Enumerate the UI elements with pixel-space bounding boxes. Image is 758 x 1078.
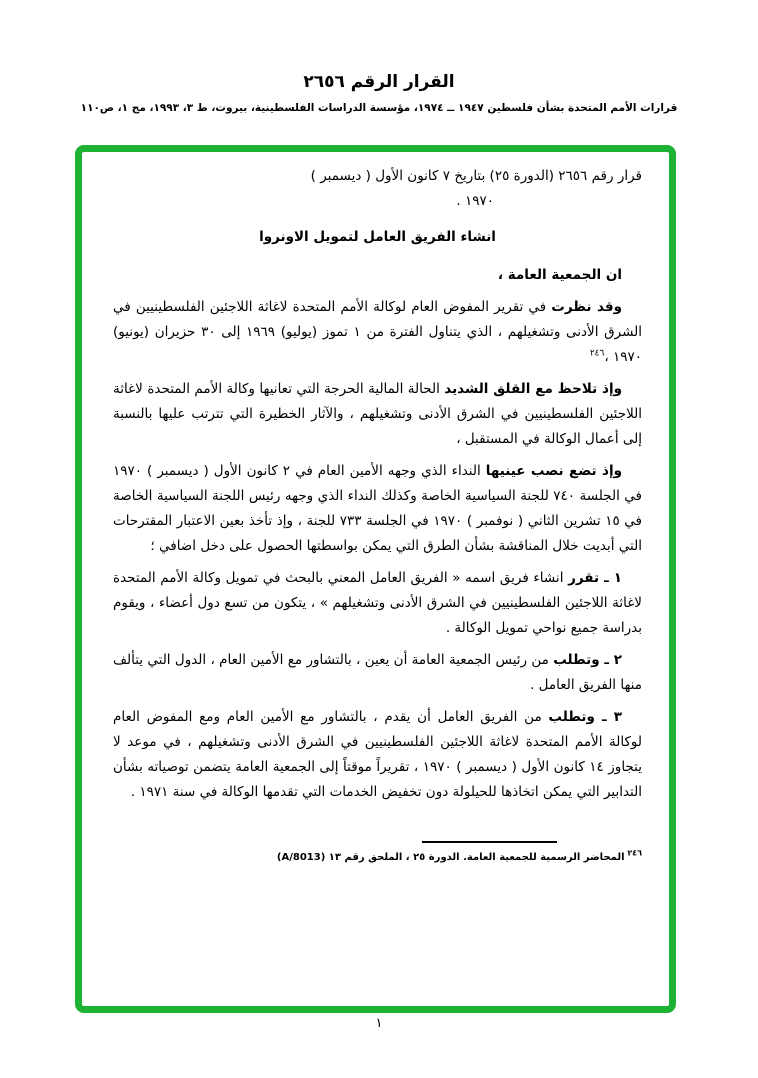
resolution-body <box>113 164 642 865</box>
footnote-reference-mark: ٢٤٦ <box>589 348 605 359</box>
paragraph-number: ٢ ـ <box>599 652 622 668</box>
footnote-block <box>113 841 642 865</box>
resolution-paragraph: وإذ تلاحظ مع القلق الشديد الحالة المالية الحرجة التي تعانيها وكالة الأمم المتحدة لاغاثة اللاجئين الفلسطينيين في الشرق الأدنى وتشغيلهم ، والآثار الخطيرة التي تترتب عليها بالنسبة إلى أعمال الوكالة في المستقبل ، <box>113 381 642 447</box>
paragraph-lead-phrase: تقرر <box>568 570 600 586</box>
paragraph-number: ٣ ـ <box>594 709 623 725</box>
resolution-paragraph: ٣ ـ وتطلب من الفريق العامل أن يقدم ، بالتشاور مع الأمين العام ومع المفوض العام لوكالة الأمم المتحدة لاغاثة اللاجئين الفلسطينيين في الشرق الأدنى وتشغيلهم ، في موعد لا يتجاوز ١٤ كانون الأول ( ديسمبر ) ١٩٧٠ ، تقريراً موقتاً إلى الجمعية العامة يتضمن توصياته بشأن التدابير التي يمكن اتخاذها للحيلولة دون تخفيض الخدمات التي تقدمها الوكالة في سنة ١٩٧١ . <box>113 709 642 800</box>
resolution-paragraph: ٢ ـ وتطلب من رئيس الجمعية العامة أن يعين ، بالتشاور مع الأمين العام ، الدول التي يتألف منها الفريق العامل . <box>113 652 642 693</box>
page-title: القرار الرقم ٢٦٥٦ <box>303 72 455 92</box>
paragraph-lead-phrase: وإذ تضع نصب عينيها <box>485 463 622 479</box>
resolution-paragraph: وقد نظرت في تقرير المفوض العام لوكالة الأمم المتحدة لاغاثة اللاجئين الفلسطينيين في الشرق الأدنى وتشغيلهم ، الذي يتناول الفترة من ١ تموز (يوليو) ١٩٦٩ إلى ٣٠ حزيران (يونيو) ١٩٧٠ ،$^{٢٤٦}$ <box>113 299 643 365</box>
resolution-heading <box>113 164 642 214</box>
resolution-paragraph: وإذ تضع نصب عينيها النداء الذي وجهه الأمين العام في ٢ كانون الأول ( ديسمبر ) ١٩٧٠ في الجلسة ٧٤٠ للجنة السياسية الخاصة وكذلك النداء الذي وجهه رئيس اللجنة السياسية الخاصة في ١٥ تشرين الثاني ( نوفمبر ) ١٩٧٠ في الجلسة ٧٣٣ للجنة ، وإذ تأخذ بعين الاعتبار المقترحات التي أبديت خلال المناقشة بشأن الطرق التي يمكن بواسطتها الحصول على دخل اضافي ؛ <box>113 463 643 554</box>
resolution-subject-title: انشاء الفريق العامل لتمويل الاونروا <box>259 229 496 245</box>
paragraph-lead-phrase: وقد نظرت <box>551 299 622 315</box>
resolution-opening-line: ان الجمعية العامة ، <box>497 267 622 283</box>
footnote-document-ref: (A/8013) <box>276 852 326 863</box>
resolution-heading-line1: قرار رقم ٢٦٥٦ (الدورة ٢٥) بتاريخ ٧ كانون الأول ( ديسمبر ) <box>310 168 642 184</box>
page-number: ١ <box>375 1016 383 1031</box>
footnote-separator-rule <box>422 841 557 843</box>
paragraph-lead-phrase: وتطلب <box>553 652 600 668</box>
footnote-body: المحاضر الرسمية للجمعية العامة. الدورة ٢٥ ، الملحق رقم ١٣ <box>325 852 625 863</box>
footnote-number: ٢٤٦ <box>624 848 642 858</box>
footnote-text <box>113 850 642 865</box>
resolution-heading-line2: ١٩٧٠ . <box>456 193 494 209</box>
paragraph-number: ١ ـ <box>599 570 622 586</box>
paragraph-lead-phrase: وإذ تلاحظ مع القلق الشديد <box>444 381 622 397</box>
paragraph-lead-phrase: وتطلب <box>548 709 595 725</box>
resolution-paragraphs <box>113 295 642 805</box>
source-citation-line: قرارات الأمم المتحدة بشأن فلسطين ١٩٤٧ ــ ١٩٧٤، مؤسسة الدراسات الفلسطينية، بيروت، ط ٣، ١٩٩٣، مج ١، ص١١٠ <box>80 102 678 114</box>
resolution-paragraph: ١ ـ تقرر انشاء فريق اسمه « الفريق العامل المعني بالبحث في تمويل وكالة الأمم المتحدة لاغاثة اللاجئين الفلسطينيين في الشرق الأدنى وتشغيلهم » ، يتكون من تسع دول أعضاء ، ويقوم بدراسة جميع نواحي تمويل الوكالة . <box>113 570 642 636</box>
